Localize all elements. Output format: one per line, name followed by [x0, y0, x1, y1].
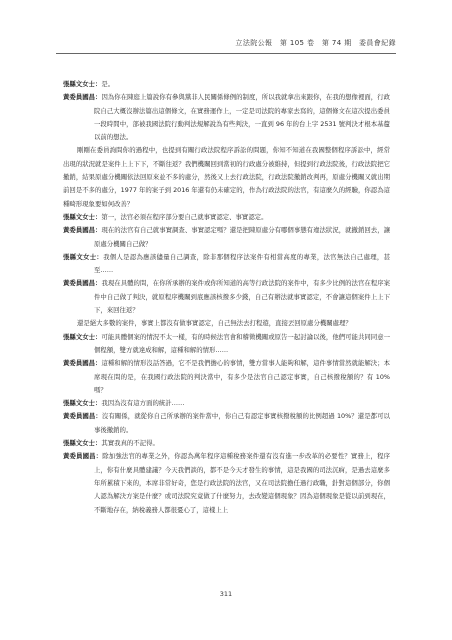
speech-paragraph: [63, 397, 390, 410]
speaker-name: 張縣文女士：: [63, 252, 104, 261]
speech-text: 因為你在陳庭上篇說你有參與黨非人民關係條例的制度，所以我就拿出來跟你，在我的想像裡面，行政院自己大概沒辦法篇出這個條文，在實務運作上，一定是司法院的專家去寫的，這個條文在這次提出委員一段時間中，部被我國法院行動判法規解說為有些判決，一直到 96 年的台上字 2531 號判決才根本基釐以前的想法。: [94, 93, 391, 142]
speaker-name: 黃委員國昌：: [63, 279, 102, 288]
speaker-name: 張縣文女士：: [63, 80, 102, 88]
transcript-body: [63, 78, 390, 517]
speech-text: 除加強法官的專業之外，你認為萬年程序這種稅務案件還有沒有進一步改革的必要性？實務上，程序上，你有什麼具體建議？今天我們談的，都不是今天才發生的事情，這是我國的司法沉痾，是過去這麼多年所累積下來的，本席非常好奇，您是行政法院的法官，又在司法院擔任過行政職，針對這個部分，你個人認為解決方案是什麼？或司法院究竟做了什麼努力，去改變這個現象？因為這個現象是從以前到現在，不斷地存在，納稅義務人都很憂心了，這樣上上: [94, 452, 391, 514]
speech-text: 我因為沒有這方面的統計……: [101, 399, 185, 408]
page-number: 311: [219, 590, 233, 598]
speech-text: 這種和解的情形沒話答過，它不是我們擔心的事情，雙方當事人能夠和解，這件事情當然就能解決；本席現在問的是，在我國行政法院的判決當中，有多少是法官自己認定事實，自己核撥稅額的？有 10%嗎？: [94, 359, 391, 394]
speaker-name: 黃委員國昌：: [63, 226, 102, 235]
speech-text: 還是絕大多數的案件，事實上都沒有做事實認定，自己無法去打程遊，直接丟回原處分機關處理？: [77, 319, 352, 328]
speech-paragraph: [63, 224, 390, 251]
speech-paragraph: [63, 211, 390, 224]
continued-paragraph: [63, 317, 390, 330]
speaker-name: 張縣文女士：: [63, 399, 102, 408]
speech-paragraph: [63, 410, 390, 437]
speech-paragraph: [63, 78, 390, 91]
header-divider: [56, 53, 396, 54]
speech-text: 沒有關係，就從你自己所承辦的案件當中，你自己有認定事實核撥稅額的比例超過 10%？還是都可以事後撤銷的。: [94, 412, 391, 434]
speech-paragraph: [63, 251, 390, 278]
continued-paragraph: [63, 144, 390, 210]
speech-paragraph: [63, 450, 390, 516]
speech-paragraph: [63, 357, 390, 397]
speech-text: 我現在具體的問，在你所承辦的案件或你所知道的高等行政法院的案件中，有多少比例的法官在程序案件中自己做了判決，就原程序機關到底應該核撥多少錢，自己有辦法就事實認定，不會讓這個案件上上下下，來回往返？: [94, 279, 391, 315]
speaker-name: 黃委員國昌：: [63, 359, 102, 368]
speech-text: 剛剛在委員詢問你的過程中，也提到有關行政法院程序訴訟的問題，你知不知道在我國整個程序訴訟中，經常出現的狀況就是案件上上下下，不斷往返？我們機關回到當初的行政處分被維持，但提到行政法院後，行政法院把它撤銷，結果原處分機關依法回原來並不多的處分，然後又上去行政法院，行政法院撤銷改判再，原處分機關又就出期前回是不多的處分，1977 年的案子到 2016 年還有仍未確定的，作為行政法院的法官，有這麼久的經驗，你認為這種畸形現象要如何改善？: [63, 146, 390, 208]
speech-text: 第一，法官必須在程序部分要自己就事實認定、事實認定。: [101, 212, 268, 221]
speech-paragraph: [63, 331, 390, 358]
speech-text: 我個人是認為應該儘量自己調查，除非那個程序法案件有相當高度的專業，法官無法自己處理，甚至……: [94, 252, 391, 275]
speech-text: 其實我真的不記得。: [101, 439, 159, 448]
running-header: 立法院公報 第 105 卷 第 74 期 委員會紀錄: [235, 39, 396, 47]
speaker-name: 黃委員國昌：: [63, 412, 102, 421]
speech-text: 現在的法官有自己就事實調查、事實認定嗎？還是把陳原處分有哪個事態有違法狀況，就撤銷回去，讓原處分機關自己做？: [94, 226, 391, 248]
speaker-name: 張縣文女士：: [63, 332, 102, 341]
speech-text: 是。: [101, 80, 115, 88]
speech-paragraph: [63, 277, 390, 317]
speaker-name: 張縣文女士：: [63, 439, 102, 448]
speaker-name: 黃委員國昌：: [63, 93, 102, 102]
speaker-name: 黃委員國昌：: [63, 452, 103, 461]
speech-text: 可能具體個案的情況不太一樣，有的時候法官會和稽徵機關或原告一起討論以後，他們可能共同同意一個程額，雙方就達成和解，這種和解的情形……: [94, 332, 391, 354]
speech-paragraph: [63, 437, 390, 450]
speaker-name: 張縣文女士：: [63, 212, 102, 221]
speech-paragraph: [63, 91, 390, 144]
